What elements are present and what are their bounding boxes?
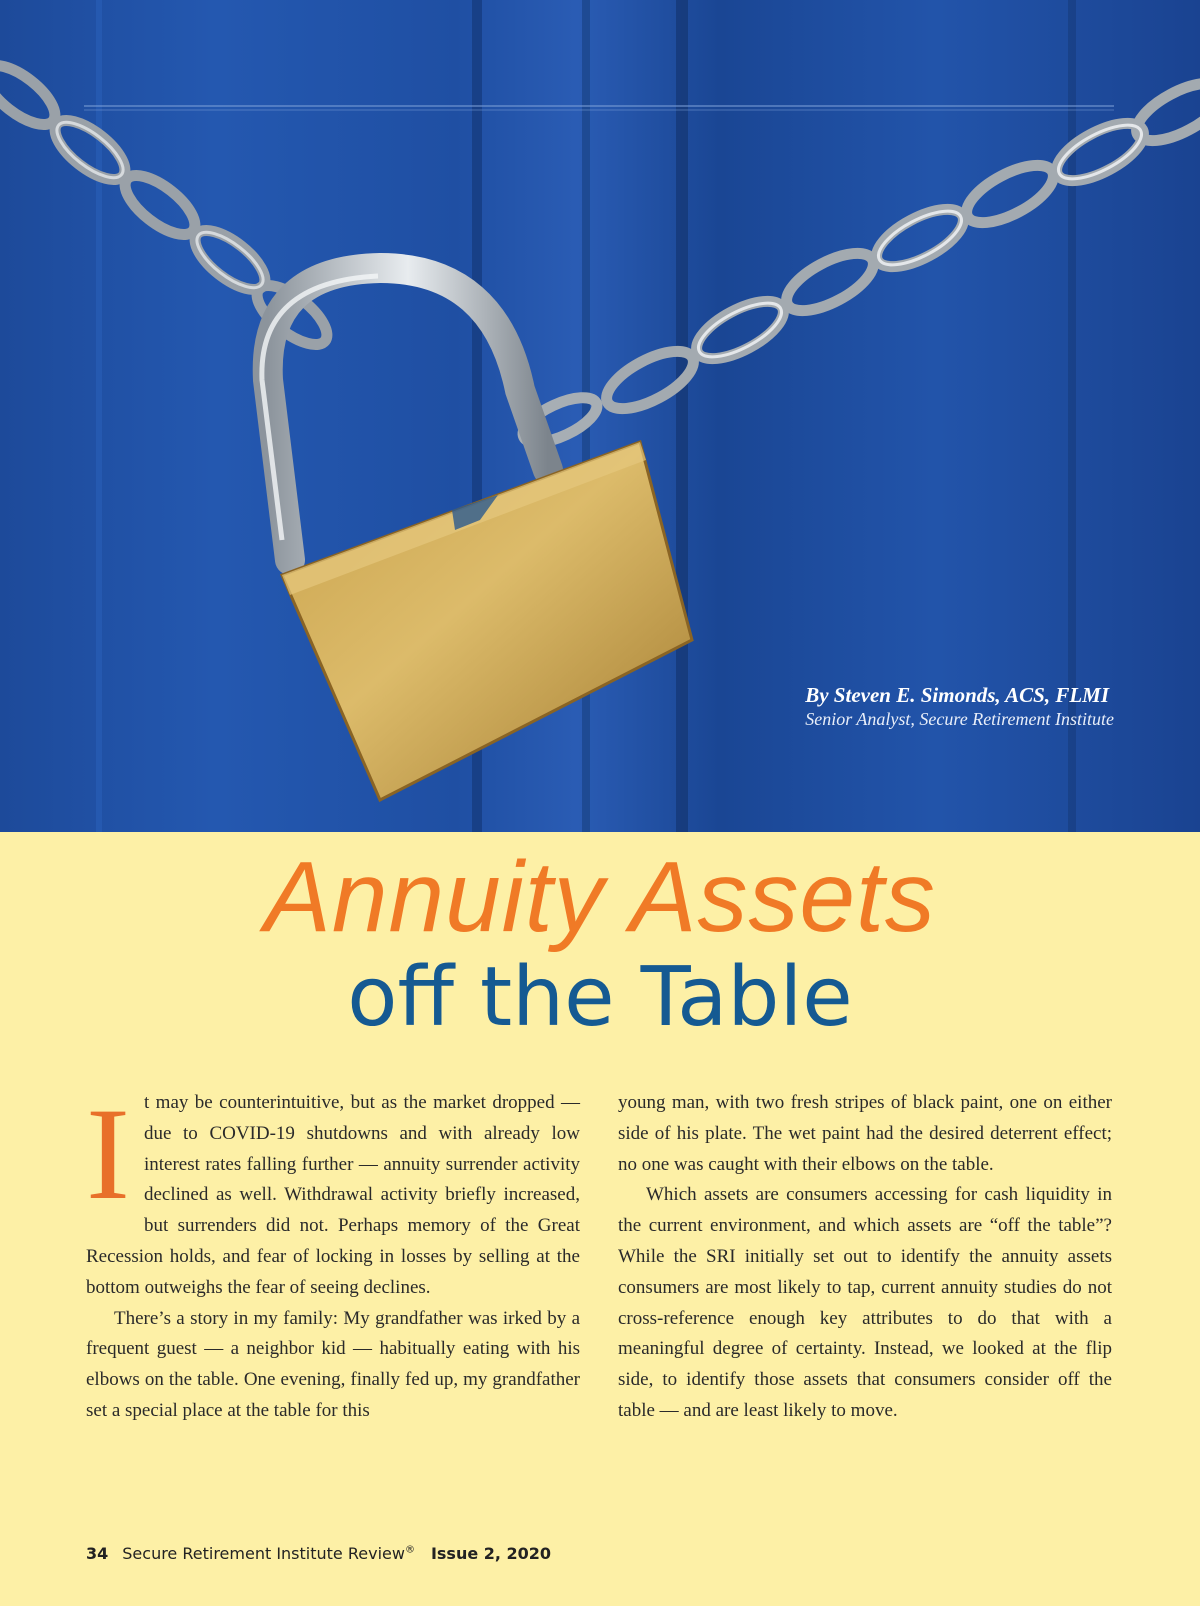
author-role: Senior Analyst, Secure Retirement Institute [805,709,1114,729]
article-title: Annuity Assets [264,841,936,953]
paragraph: young man, with two fresh stripes of black paint, one on either side of his plate. The wet paint had the desired deterrent effect; no one was caught with their elbows on the table. [618,1092,1112,1175]
chain-right-highlight [691,115,1149,368]
byline [805,682,1114,730]
door-seam [676,0,688,832]
page-footer [86,1544,551,1563]
page-number: 34 [86,1544,109,1563]
paragraph: Which assets are consumers accessing for cash liquidity in the current environment, and which assets are “off the table”? While the SRI initially set out to identify the annuity assets consumers are most likely to tap, current annuity studies do not cross-reference enough key attributes to do that with a meaningful degree of certainty. Instead, we looked at the flip side, to identify those assets that consumers consider off the table — and are least likely to move. [618,1184,1112,1421]
door-seam [96,0,102,832]
article-column-right [618,1088,1112,1427]
paragraph-text: t may be counterintuitive, but as the market dropped — due to COVID-19 shutdowns and with already low interest rates falling further — annuity surrender activity declined as well. Withdrawal activity briefly increased, but surrenders did not. Perhaps memory of the Great Recession holds, and fear of locking in losses by selling at the bottom outweighs the fear of seeing declines. [86,1092,580,1298]
publication-name: Secure Retirement Institute Review® [122,1544,415,1563]
author-name: By Steven E. Simonds, ACS, FLMI [805,683,1110,707]
padlock-body [282,442,692,800]
paragraph [86,1080,580,1304]
drop-cap: I [86,1080,130,1227]
issue-label: Issue 2, 2020 [430,1544,552,1563]
chain-left-highlight [49,113,272,297]
article-column-left [86,1080,580,1427]
article-subtitle: off the Table [347,950,853,1045]
paragraph: There’s a story in my family: My grandfather was irked by a frequent guest — a neighbor kid — habitually eating with his elbows on the table. One evening, finally fed up, my grandfather set a special place at the table for this [86,1307,580,1421]
chain-right [598,72,1200,420]
registered-mark: ® [404,1544,415,1556]
